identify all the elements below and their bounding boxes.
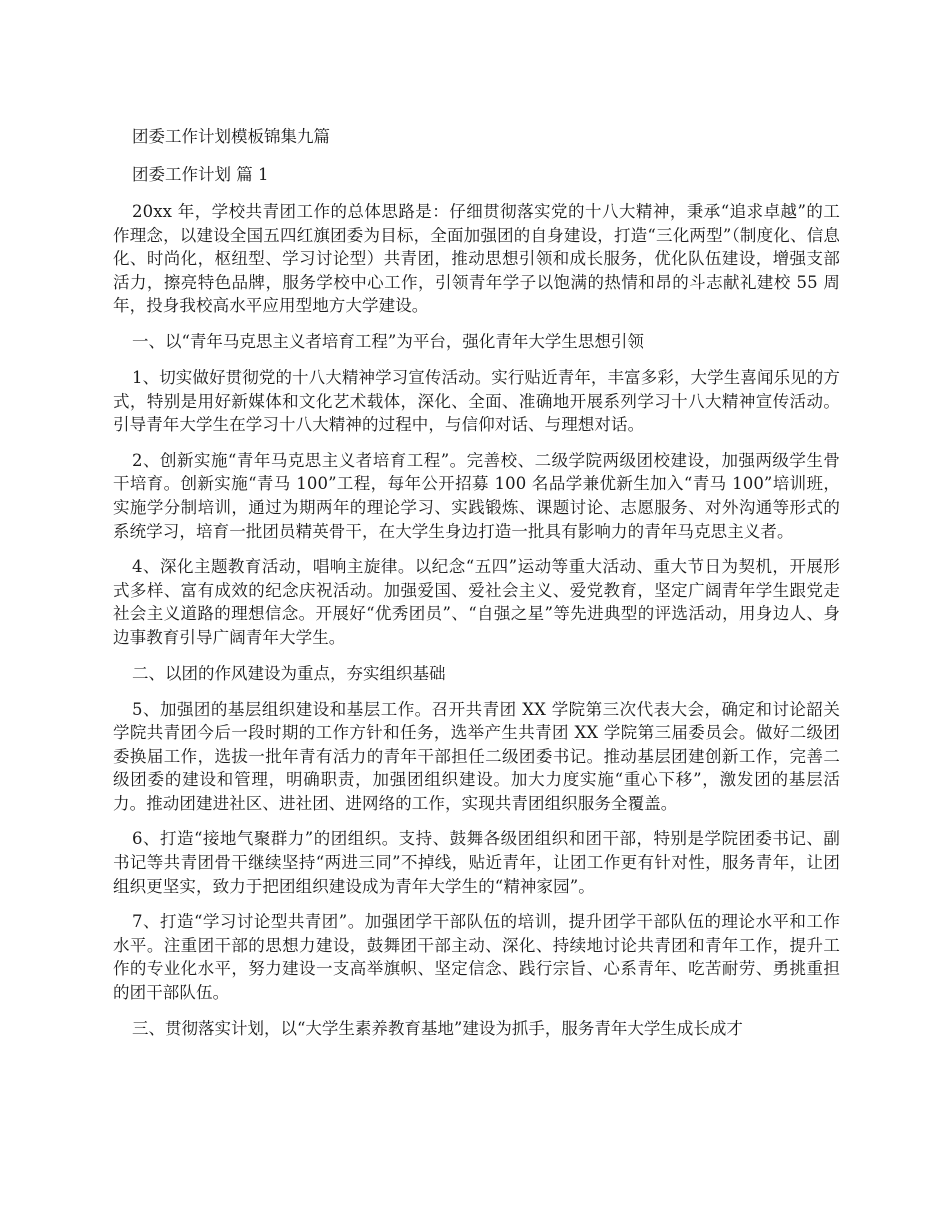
paragraph-intro: 20xx 年，学校共青团工作的总体思路是：仔细贯彻落实党的十八大精神，秉承“追求卓越”的工作理念，以建设全国五四红旗团委为目标，全面加强团的自身建设，打造“三化两型”（制度化、信息化、时尚化，枢纽型、学习讨论型）共青团，推动思想引领和成长服务，优化队伍建设，增强支部活力，擦亮特色品牌，服务学校中心工作，引领青年学子以饱满的热情和昂的斗志献礼建校 55 周年，投身我校高水平应用型地方大学建设。 bbox=[113, 202, 840, 316]
document-subtitle: 团委工作计划 篇 1 bbox=[132, 165, 269, 184]
paragraph-item-6: 6、打造“接地气聚群力”的团组织。支持、鼓舞各级团组织和团干部，特别是学院团委书记、副书记等共青团骨干继续坚持“两进三同”不掉线，贴近青年，让团工作更有针对性，服务青年，让团组织更坚实，致力于把团组织建设成为青年大学生的“精神家园”。 bbox=[113, 829, 840, 896]
paragraph-item-5: 5、加强团的基层组织建设和基层工作。召开共青团 XX 学院第三次代表大会，确定和讨论韶关学院共青团今后一段时期的工作方针和任务，选举产生共青团 XX 学院第三届委员会。做好二级团委换届工作，选拔一批年青有活力的青年干部担任二级团委书记。推动基层团建创新工作，完善二级团委的建设和管理，明确职责，加强团组织建设。加大力度实施“重心下移”，激发团的基层活力。推动团建进社区、进社团、进网络的工作，实现共青团组织服务全覆盖。 bbox=[113, 699, 840, 813]
section-heading-3: 三、贯彻落实计划，以“大学生素养教育基地”建设为抓手，服务青年大学生成长成才 bbox=[132, 1018, 743, 1038]
section-heading-1: 一、以“青年马克思主义者培育工程”为平台，强化青年大学生思想引领 bbox=[132, 331, 644, 351]
document-page bbox=[113, 124, 840, 1053]
paragraph-item-4: 4、深化主题教育活动，唱响主旋律。以纪念“五四”运动等重大活动、重大节日为契机，开展形式多样、富有成效的纪念庆祝活动。加强爱国、爱社会主义、爱党教育，坚定广阔青年学生跟党走社会主义道路的理想信念。开展好“优秀团员”、“自强之星”等先进典型的评选活动，用身边人、身边事教育引导广阔青年大学生。 bbox=[113, 557, 840, 647]
section-heading-2: 二、以团的作风建设为重点，夯实组织基础 bbox=[132, 663, 446, 683]
document-title: 团委工作计划模板锦集九篇 bbox=[132, 127, 330, 146]
paragraph-item-1: 1、切实做好贯彻党的十八大精神学习宣传活动。实行贴近青年，丰富多彩，大学生喜闻乐见的方式，特别是用好新媒体和文化艺术载体，深化、全面、准确地开展系列学习十八大精神宣传活动。引导青年大学生在学习十八大精神的过程中，与信仰对话、与理想对话。 bbox=[113, 367, 840, 435]
paragraph-item-7: 7、打造“学习讨论型共青团”。加强团学干部队伍的培训，提升团学干部队伍的理论水平和工作水平。注重团干部的思想力建设，鼓舞团干部主动、深化、持续地讨论共青团和青年工作，提升工作的专业化水平，努力建设一支高举旗帜、坚定信念、践行宗旨、心系青年、吃苦耐劳、勇挑重担的团干部队伍。 bbox=[113, 912, 840, 1003]
paragraph-item-2: 2、创新实施“青年马克思主义者培育工程”。完善校、二级学院两级团校建设，加强两级学生骨干培育。创新实施“青马 100”工程，每年公开招募 100 名品学兼优新生加入“青马 100”培训班，实施学分制培训，通过为期两年的理论学习、实践锻炼、课题讨论、志愿服务、对外沟通等形式的系统学习，培育一批团员精英骨干，在大学生身边打造一批具有影响力的青年马克思主义者。 bbox=[113, 450, 840, 541]
